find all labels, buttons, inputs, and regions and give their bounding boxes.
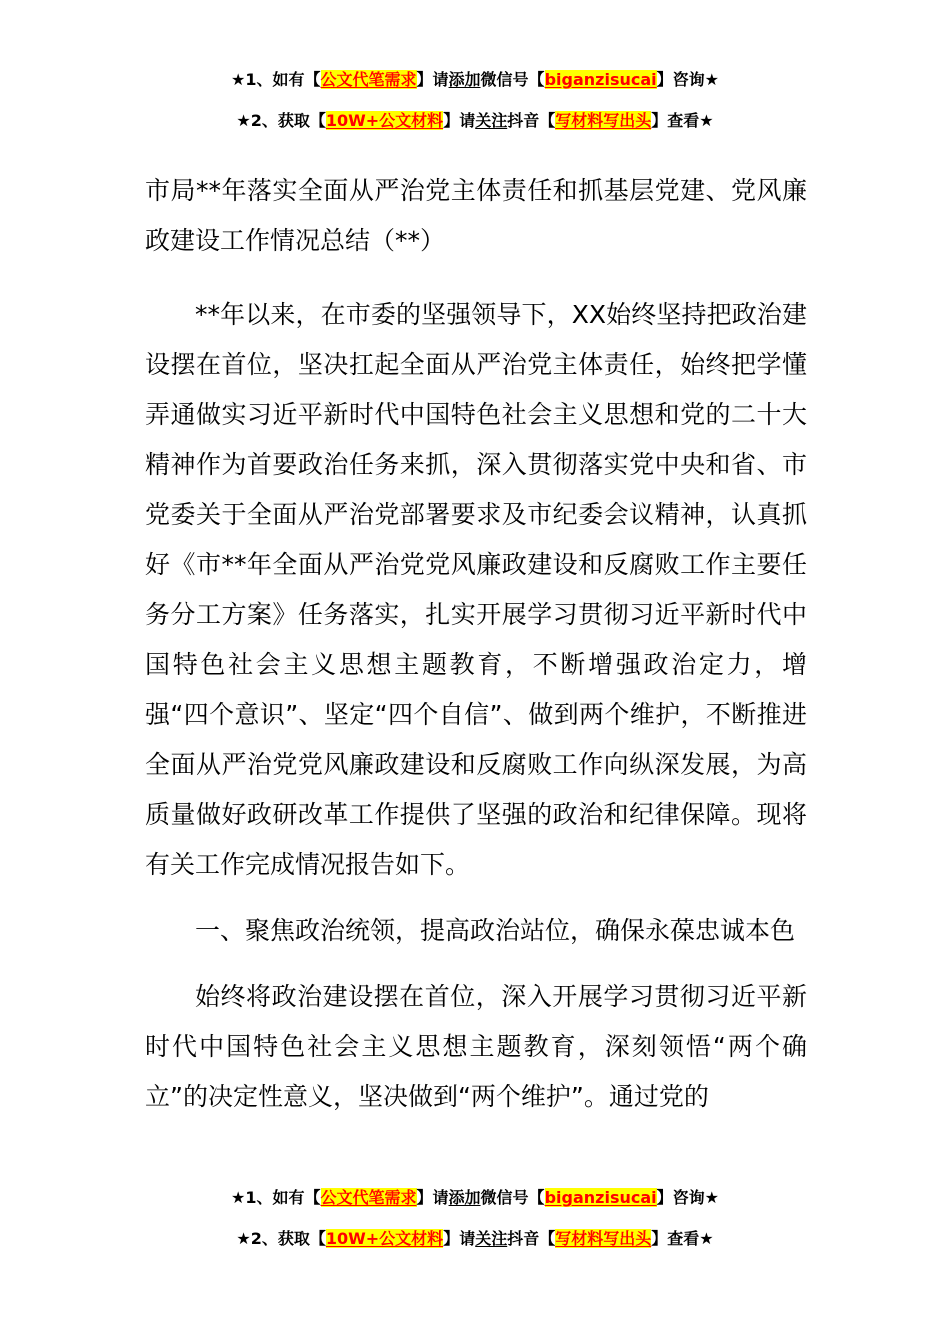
highlight-materials: 10W+公文材料 (325, 1229, 444, 1248)
section-paragraph-1: 始终将政治建设摆在首位，深入开展学习贯彻习近平新时代中国特色社会主义思想主题教育，深刻领悟“两个确立”的决定性意义，坚决做到“两个维护”。通过党的 (145, 982, 807, 1111)
document-title: 市局**年落实全面从严治党主体责任和抓基层党建、党风廉政建设工作情况总结（**） (145, 176, 807, 255)
highlight-ghostwriting: 公文代笔需求 (320, 70, 417, 89)
highlight-douyin: 写材料写出头 (555, 111, 652, 130)
top-banner-line-1: ★1、如有【公文代笔需求】请添加微信号【biganzisucai】咨询★ (231, 70, 719, 89)
document-body (145, 166, 807, 1122)
intro-paragraph: **年以来，在市委的坚强领导下，XX始终坚持把政治建设摆在首位，坚决扛起全面从严治党主体责任，始终把学懂弄通做实习近平新时代中国特色社会主义思想和党的二十大精神作为首要政治任务来抓，深入贯彻落实党中央和省、市党委关于全面从严治党部署要求及市纪委会议精神，认真抓好《市**年全面从严治党党风廉政建设和反腐败工作主要任务分工方案》任务落实，扎实开展学习贯彻习近平新时代中国特色社会主义思想主题教育，不断增强政治定力，增强“四个意识”、坚定“四个自信”、做到两个维护，不断推进全面从严治党党风廉政建设和反腐败工作向纵深发展，为高质量做好政研改革工作提供了坚强的政治和纪律保障。现将有关工作完成情况报告如下。 (145, 300, 807, 879)
highlight-wechat-id: biganzisucai (544, 1188, 657, 1207)
highlight-ghostwriting: 公文代笔需求 (320, 1188, 417, 1207)
highlight-materials: 10W+公文材料 (325, 111, 444, 130)
bottom-banner-line-2: ★2、获取【10W+公文材料】请关注抖音【写材料写出头】查看★ (236, 1229, 714, 1248)
section-heading-1: 一、聚焦政治统领，提高政治站位，确保永葆忠诚本色 (195, 916, 796, 945)
highlight-douyin: 写材料写出头 (555, 1229, 652, 1248)
highlight-wechat-id: biganzisucai (544, 70, 657, 89)
bottom-banner-line-1: ★1、如有【公文代笔需求】请添加微信号【biganzisucai】咨询★ (231, 1188, 719, 1207)
top-banner-line-2: ★2、获取【10W+公文材料】请关注抖音【写材料写出头】查看★ (236, 111, 714, 130)
